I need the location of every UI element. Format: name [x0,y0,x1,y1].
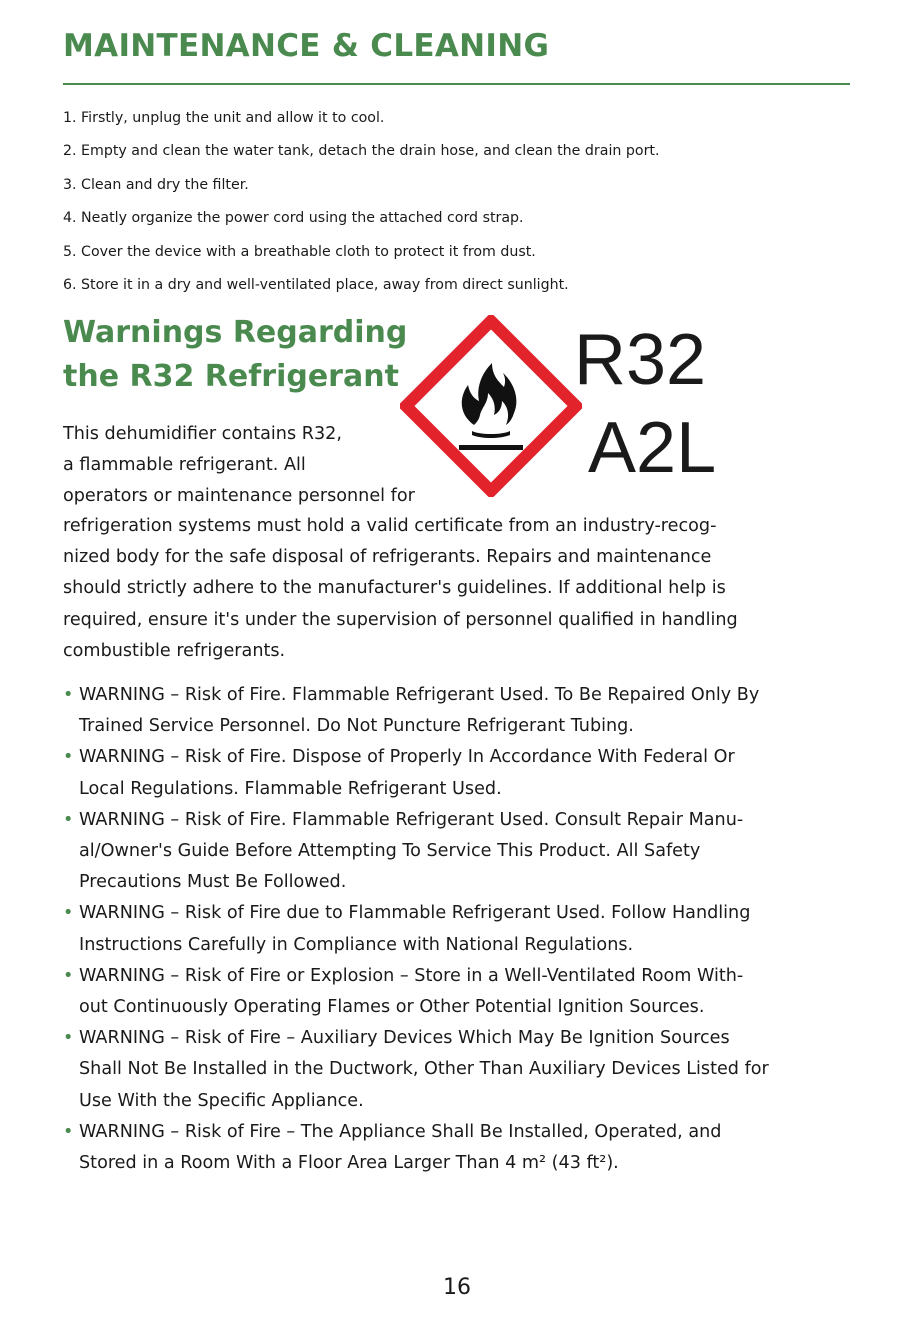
warning-line: WARNING – Risk of Fire. Flammable Refrigerant Used. Consult Repair Manu- [79,809,744,830]
warning-line: out Continuously Operating Flames or Other Potential Ignition Sources. [79,997,705,1018]
warning-item [63,1117,853,1179]
warning-line: Instructions Carefully in Compliance with National Regulations. [79,934,634,955]
section-title: MAINTENANCE & CLEANING [63,28,550,64]
warning-item [63,961,853,1023]
paragraph-line: nized body for the safe disposal of refrigerants. Repairs and maintenance [63,547,712,568]
refrigerant-heading [63,311,407,399]
intro-line: operators or maintenance personnel for [63,486,415,506]
warning-line: WARNING – Risk of Fire. Dispose of Properly In Accordance With Federal Or [79,747,735,768]
warning-item [63,898,853,960]
title-divider [63,83,850,85]
paragraph-line: required, ensure it's under the supervision of personnel qualified in handling [63,609,738,630]
paragraph-line: combustible refrigerants. [63,640,286,661]
intro-line: This dehumidifier contains R32, [63,424,342,444]
warning-item [63,680,853,742]
refrigerant-heading-line-1: Warnings Regarding [63,315,408,350]
maintenance-steps-list [63,105,853,305]
warnings-list [63,680,853,1179]
bullet-icon: • [63,809,74,830]
warning-line: WARNING – Risk of Fire. Flammable Refrigerant Used. To Be Repaired Only By [79,685,760,705]
code-r32: R32 [574,320,707,400]
warning-line: Precautions Must Be Followed. [79,872,347,893]
warning-line: WARNING – Risk of Fire – Auxiliary Devices Which May Be Ignition Sources [79,1028,730,1049]
warning-line: WARNING – Risk of Fire due to Flammable Refrigerant Used. Follow Handling [79,903,751,924]
warning-item [63,1023,853,1117]
step-item: 1. Firstly, unplug the unit and allow it to cool. [63,110,385,126]
warning-line: Shall Not Be Installed in the Ductwork, Other Than Auxiliary Devices Listed for [79,1059,769,1080]
step-item: 2. Empty and clean the water tank, detach the drain hose, and clean the drain port. [63,143,660,160]
step-item: 3. Clean and dry the filter. [63,176,249,193]
paragraph-line: should strictly adhere to the manufacturer's guidelines. If additional help is [63,578,726,599]
warning-line: WARNING – Risk of Fire or Explosion – Store in a Well-Ventilated Room With- [79,965,744,986]
step-item: 4. Neatly organize the power cord using the attached cord strap. [63,210,524,227]
bullet-icon: • [63,1121,74,1142]
intro-line: a flammable refrigerant. All [63,455,306,475]
flammable-hazard-icon [400,315,582,497]
refrigerant-heading-line-2: the R32 Refrigerant [63,359,399,394]
paragraph-line: refrigeration systems must hold a valid certificate from an industry-recog- [63,516,717,536]
bullet-icon: • [63,903,74,924]
warning-line: Local Regulations. Flammable Refrigerant Used. [79,778,502,799]
warning-line: WARNING – Risk of Fire – The Appliance Shall Be Installed, Operated, and [79,1121,722,1142]
refrigerant-codes [574,316,734,492]
step-item: 5. Cover the device with a breathable cloth to protect it from dust. [63,243,536,260]
bullet-icon: • [63,965,74,986]
code-a2l: A2L [588,408,717,488]
bullet-icon: • [63,747,74,768]
step-item: 6. Store it in a dry and well-ventilated place, away from direct sunlight. [63,276,569,293]
bullet-icon: • [63,685,74,705]
warning-line: Use With the Specific Appliance. [79,1090,364,1111]
page-number: 16 [443,1275,471,1300]
refrigerant-paragraph [63,511,838,667]
warning-line: al/Owner's Guide Before Attempting To Service This Product. All Safety [79,841,701,862]
warning-item [63,742,853,804]
warning-item [63,805,853,899]
warning-line: Trained Service Personnel. Do Not Puncture Refrigerant Tubing. [79,716,634,737]
warning-line: Stored in a Room With a Floor Area Larger Than 4 m² (43 ft²). [79,1153,619,1174]
bullet-icon: • [63,1028,74,1049]
